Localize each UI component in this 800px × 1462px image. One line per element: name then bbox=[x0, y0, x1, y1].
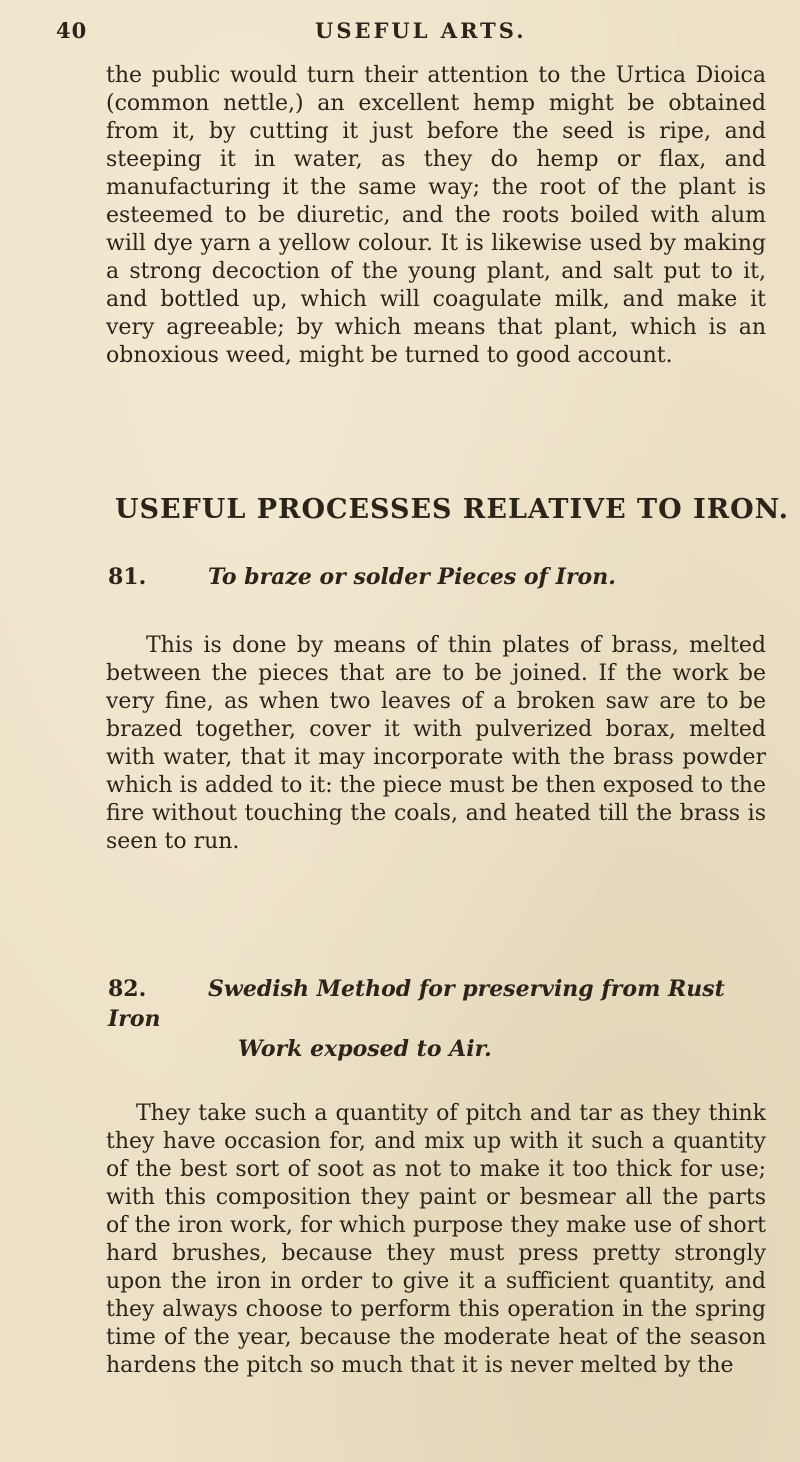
article-82-heading bbox=[108, 974, 778, 1064]
page-number: 40 bbox=[56, 18, 88, 43]
article-81-title: To braze or solder Pieces of Iron. bbox=[208, 564, 616, 590]
article-82-title: Swedish Method for preserving from Rust Iron bbox=[108, 976, 725, 1032]
article-81-text: This is done by means of thin plates of brass, melted between the pieces that are to be joined. If the work be very fine, as when two leaves of a broken saw are to be brazed together, cover it with pulverized borax, melted with water, that it may incorporate with the brass powder which is added to it: the piece must be then exposed to the fire without touching the coals, and heated till the brass is seen to run. bbox=[106, 633, 766, 854]
article-82-number: 82. bbox=[108, 976, 147, 1002]
article-82-text: They take such a quantity of pitch and tar as they think they have occasion for, and mix up with it such a quantity of the best sort of soot as not to make it too thick for use; with this composition they paint or besmear all the parts of the iron work, for which purpose they make use of short hard brushes, because they must press pretty strongly upon the iron in order to give it a sufficient quantity, and they always choose to perform this operation in the spring time of the year, because the moderate heat of the season hardens the pitch so much that it is never melted by the bbox=[106, 1101, 766, 1378]
article-81-heading bbox=[108, 564, 778, 590]
running-head bbox=[50, 18, 740, 52]
section-title: USEFUL PROCESSES RELATIVE TO IRON. bbox=[115, 494, 790, 525]
article-82-title-line2: Work exposed to Air. bbox=[238, 1036, 492, 1062]
running-title: USEFUL ARTS. bbox=[315, 18, 527, 43]
article-81-number: 81. bbox=[108, 564, 147, 590]
intro-paragraph: the public would turn their attention to the Urtica Dioica (common nettle,) an excellent hemp might be obtained from it, by cutting it just before the seed is ripe, and steeping it in water, as they do hemp or flax, and manufacturing it the same way; the root of the plant is esteemed to be diuretic, and the roots boiled with alum will dye yarn a yellow colour. It is likewise used by making a strong decoction of the young plant, and salt put to it, and bottled up, which will coagulate milk, and make it very agreeable; by which means that plant, which is an obnoxious weed, might be turned to good account. bbox=[106, 63, 766, 368]
